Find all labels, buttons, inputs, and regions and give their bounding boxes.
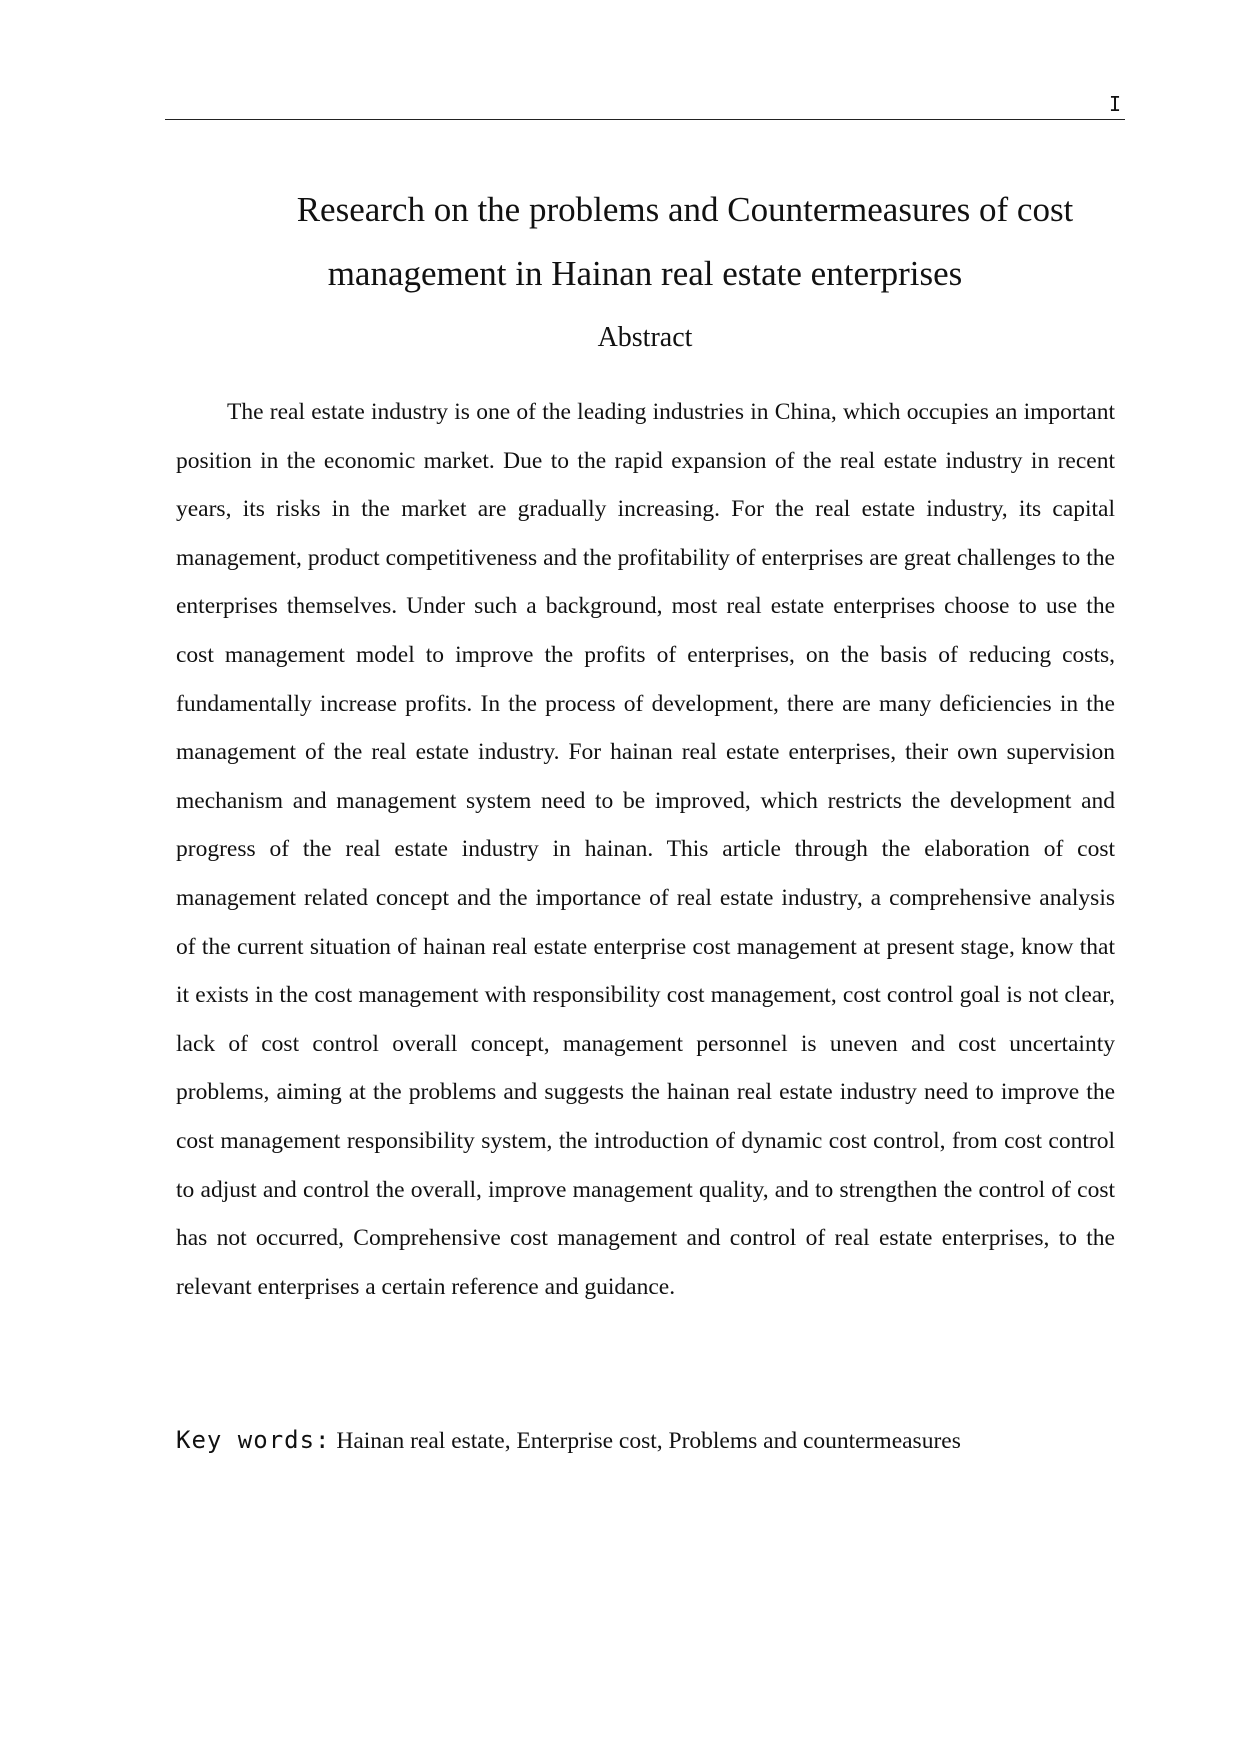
page-number: I — [1108, 92, 1122, 116]
abstract-heading: Abstract — [597, 322, 693, 353]
keywords-label: Key words: — [176, 1426, 331, 1454]
paper-title — [165, 178, 1125, 306]
keywords-line — [176, 1420, 1115, 1461]
abstract-body: The real estate industry is one of the leading industries in China, which occupies an important position in the economic market. Due to the rapid expansion of the real estate industry in recent years, its risks in the market are gradually increasing. For the real estate industry, its capital management, product competitiveness and the profitability of enterprises are great challenges to the enterprises themselves. Under such a background, most real estate enterprises choose to use the cost management model to improve the profits of enterprises, on the basis of reducing costs, fundamentally increase profits. In the process of development, there are many deficiencies in the management of the real estate industry. For hainan real estate enterprises, their own supervision mechanism and management system need to be improved, which restricts the development and progress of the real estate industry in hainan. This article through the elaboration of cost management related concept and the importance of real estate industry, a comprehensive analysis of the current situation of hainan real estate enterprise cost management at present stage, know that it exists in the cost management with responsibility cost management, cost control goal is not clear, lack of cost control overall concept, management personnel is uneven and cost uncertainty problems, aiming at the problems and suggests the hainan real estate industry need to improve the cost management responsibility system, the introduction of dynamic cost control, from cost control to adjust and control the overall, improve management quality, and to strengthen the control of cost has not occurred, Comprehensive cost management and control of real estate enterprises, to the relevant enterprises a certain reference and guidance. — [176, 399, 1115, 1300]
keywords-text: Hainan real estate, Enterprise cost, Problems and countermeasures — [336, 1428, 961, 1454]
paper-title-line-1: Research on the problems and Countermeasures of cost — [296, 190, 1074, 229]
header-rule — [165, 119, 1125, 120]
paper-title-line-2: management in Hainan real estate enterprises — [327, 254, 963, 293]
